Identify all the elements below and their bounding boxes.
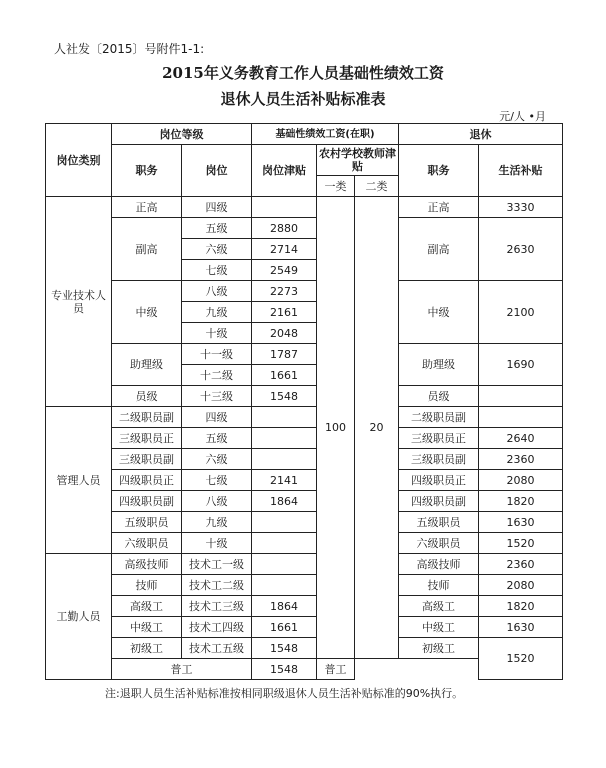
table-row [46, 638, 563, 659]
allowance-cell [252, 197, 317, 218]
allowance-cell: 1548 [252, 386, 317, 407]
category-guanli: 管理人员 [46, 407, 112, 554]
subsidy-cell: 1520 [479, 533, 563, 554]
unit-label: 元/人 •月 [499, 110, 546, 123]
table-row [46, 449, 563, 470]
retire-zhiwu-cell: 初级工 [399, 638, 479, 659]
subsidy-cell: 2080 [479, 575, 563, 596]
rural-class-2-value: 20 [355, 197, 399, 659]
document-reference: 人社发〔2015〕号附件1-1: [54, 42, 205, 56]
table-row [46, 344, 563, 365]
header-row-1 [46, 124, 563, 145]
subsidy-cell: 1630 [479, 512, 563, 533]
gangwei-cell: 十二级 [182, 365, 252, 386]
subsidy-cell: 2640 [479, 428, 563, 449]
retire-zhiwu-cell: 正高 [399, 197, 479, 218]
header-living-subsidy: 生活补贴 [479, 145, 563, 197]
allowance-cell [252, 428, 317, 449]
gangwei-cell: 五级 [182, 428, 252, 449]
retire-zhiwu-cell: 技师 [399, 575, 479, 596]
subsidy-cell: 3330 [479, 197, 563, 218]
zhiwu-cell: 五级职员 [112, 512, 182, 533]
subsidy-cell: 1820 [479, 596, 563, 617]
zhiwu-cell: 四级职员正 [112, 470, 182, 491]
header-gangwei: 岗位 [182, 145, 252, 197]
header-zhiwu: 职务 [112, 145, 182, 197]
gangwei-cell: 技术工五级 [182, 638, 252, 659]
allowance-cell [252, 554, 317, 575]
zhiwu-cell: 六级职员 [112, 533, 182, 554]
retire-zhiwu-cell: 普工 [317, 659, 355, 680]
subsidy-cell: 2360 [479, 554, 563, 575]
gangwei-cell: 十级 [182, 323, 252, 344]
allowance-cell: 2549 [252, 260, 317, 281]
retire-zhiwu-cell: 中级 [399, 281, 479, 344]
retire-zhiwu-cell: 三级职员副 [399, 449, 479, 470]
footnote: 注:退职人员生活补贴标准按相同职级退休人员生活补贴标准的90%执行。 [105, 687, 464, 700]
subsidy-cell [479, 407, 563, 428]
gangwei-cell: 技术工三级 [182, 596, 252, 617]
retire-zhiwu-cell: 六级职员 [399, 533, 479, 554]
subsidy-cell [479, 386, 563, 407]
gangwei-cell: 四级 [182, 197, 252, 218]
allowance-cell: 2880 [252, 218, 317, 239]
gangwei-cell: 六级 [182, 239, 252, 260]
retire-zhiwu-cell: 员级 [399, 386, 479, 407]
header-grade-group: 岗位等级 [112, 124, 252, 145]
header-class-1: 一类 [317, 176, 355, 197]
allowance-cell: 1787 [252, 344, 317, 365]
table-row [46, 386, 563, 407]
allowance-cell [252, 449, 317, 470]
table-row [46, 533, 563, 554]
gangwei-cell: 六级 [182, 449, 252, 470]
category-gongqin: 工勤人员 [46, 554, 112, 680]
gangwei-cell: 七级 [182, 470, 252, 491]
allowance-cell: 2161 [252, 302, 317, 323]
zhiwu-cell: 助理级 [112, 344, 182, 386]
retire-zhiwu-cell: 副高 [399, 218, 479, 281]
zhiwu-cell: 高级工 [112, 596, 182, 617]
table-row [46, 218, 563, 239]
header-rural-allowance: 农村学校教师津贴 [317, 145, 399, 176]
gangwei-cell: 技术工一级 [182, 554, 252, 575]
gangwei-cell: 五级 [182, 218, 252, 239]
allowance-cell: 1661 [252, 617, 317, 638]
zhiwu-cell: 四级职员副 [112, 491, 182, 512]
subsidy-table [45, 123, 563, 680]
zhiwu-cell: 员级 [112, 386, 182, 407]
rural-class-1-value: 100 [317, 197, 355, 659]
gangwei-cell: 十三级 [182, 386, 252, 407]
subsidy-cell: 1630 [479, 617, 563, 638]
subsidy-cell: 2360 [479, 449, 563, 470]
allowance-cell: 2714 [252, 239, 317, 260]
allowance-cell: 1864 [252, 596, 317, 617]
allowance-cell [252, 512, 317, 533]
zhiwu-cell: 正高 [112, 197, 182, 218]
table-row [46, 617, 563, 638]
allowance-cell [252, 575, 317, 596]
allowance-cell: 2048 [252, 323, 317, 344]
retire-zhiwu-cell: 高级技师 [399, 554, 479, 575]
table-row [46, 407, 563, 428]
subsidy-cell: 2630 [479, 218, 563, 281]
table-row [46, 197, 563, 218]
retire-zhiwu-cell: 二级职员副 [399, 407, 479, 428]
gangwei-cell: 八级 [182, 281, 252, 302]
category-zhuanye: 专业技术人员 [46, 197, 112, 407]
allowance-cell: 2141 [252, 470, 317, 491]
table-row [46, 512, 563, 533]
zhiwu-cell: 二级职员副 [112, 407, 182, 428]
zhiwu-cell: 三级职员正 [112, 428, 182, 449]
allowance-cell: 1661 [252, 365, 317, 386]
zhiwu-cell: 技师 [112, 575, 182, 596]
zhiwu-cell: 三级职员副 [112, 449, 182, 470]
table-row [46, 575, 563, 596]
gangwei-cell: 技术工四级 [182, 617, 252, 638]
allowance-cell: 1864 [252, 491, 317, 512]
header-row-2 [46, 145, 563, 176]
allowance-cell [252, 533, 317, 554]
zhiwu-cell: 高级技师 [112, 554, 182, 575]
gangwei-cell: 四级 [182, 407, 252, 428]
zhiwu-cell: 中级 [112, 281, 182, 344]
table-row [46, 470, 563, 491]
header-category: 岗位类别 [46, 124, 112, 197]
subsidy-cell: 1520 [479, 638, 563, 680]
gangwei-cell: 八级 [182, 491, 252, 512]
table-row [46, 491, 563, 512]
header-basic-group: 基础性绩效工资(在职) [252, 124, 399, 145]
table-row [46, 281, 563, 302]
retire-zhiwu-cell: 高级工 [399, 596, 479, 617]
document-title-line1: 2015年义务教育工作人员基础性绩效工资 [162, 64, 444, 82]
gangwei-cell: 九级 [182, 302, 252, 323]
retire-zhiwu-cell: 四级职员正 [399, 470, 479, 491]
retire-zhiwu-cell: 三级职员正 [399, 428, 479, 449]
allowance-cell [252, 407, 317, 428]
table-row [46, 428, 563, 449]
subsidy-cell: 2080 [479, 470, 563, 491]
subsidy-cell: 1690 [479, 344, 563, 386]
allowance-cell: 2273 [252, 281, 317, 302]
gangwei-cell: 九级 [182, 512, 252, 533]
gangwei-cell: 七级 [182, 260, 252, 281]
retire-zhiwu-cell: 助理级 [399, 344, 479, 386]
gangwei-cell: 技术工二级 [182, 575, 252, 596]
document-title-line2: 退休人员生活补贴标准表 [220, 90, 386, 108]
zhiwu-cell: 中级工 [112, 617, 182, 638]
header-post-allowance: 岗位津贴 [252, 145, 317, 197]
subsidy-cell: 1820 [479, 491, 563, 512]
allowance-cell: 1548 [252, 638, 317, 659]
header-retire-zhiwu: 职务 [399, 145, 479, 197]
table-row [46, 554, 563, 575]
retire-zhiwu-cell: 中级工 [399, 617, 479, 638]
zhiwu-cell: 初级工 [112, 638, 182, 659]
retire-zhiwu-cell: 五级职员 [399, 512, 479, 533]
header-retire-group: 退休 [399, 124, 563, 145]
retire-zhiwu-cell: 四级职员副 [399, 491, 479, 512]
table-row [46, 596, 563, 617]
gangwei-cell: 十一级 [182, 344, 252, 365]
subsidy-cell: 2100 [479, 281, 563, 344]
header-class-2: 二类 [355, 176, 399, 197]
pugong-cell: 普工 [112, 659, 252, 680]
allowance-cell: 1548 [252, 659, 317, 680]
zhiwu-cell: 副高 [112, 218, 182, 281]
gangwei-cell: 十级 [182, 533, 252, 554]
